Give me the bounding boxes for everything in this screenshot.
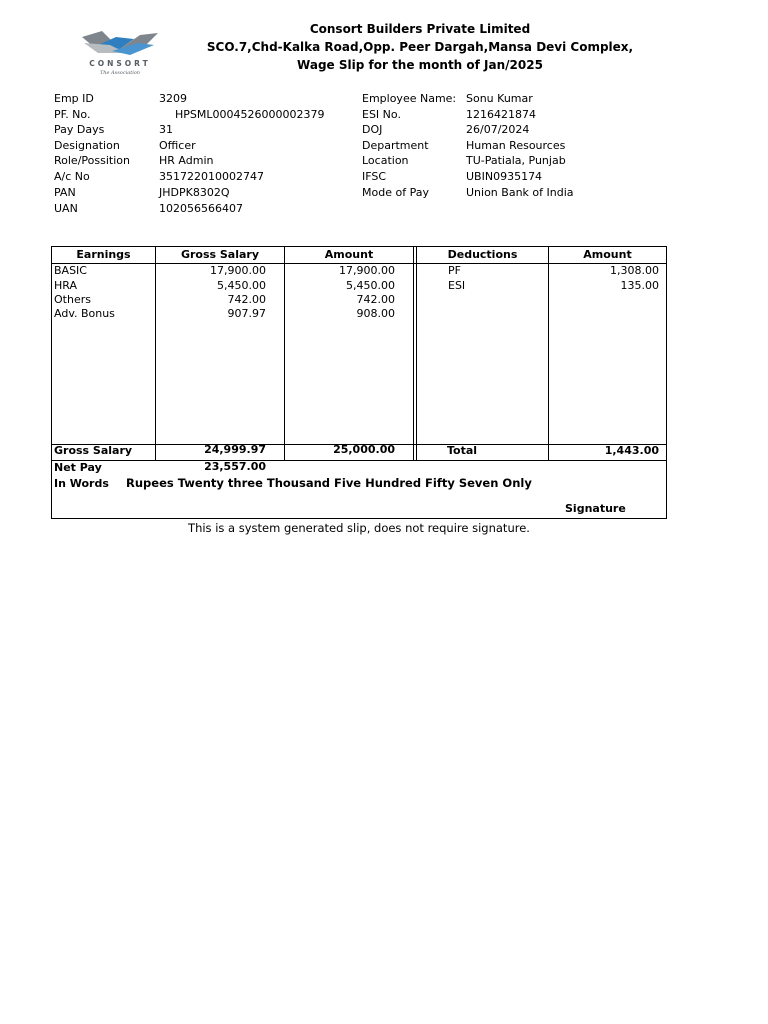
role-label: Role/Possition	[54, 154, 130, 167]
earning-amount: 908.00	[356, 307, 395, 320]
employee-name-label: Employee Name:	[362, 92, 457, 105]
earning-amount: 17,900.00	[339, 264, 395, 277]
earning-gross: 742.00	[227, 293, 266, 306]
designation-label: Designation	[54, 139, 120, 152]
deduction-amount: 135.00	[620, 279, 659, 292]
gross-salary-total: 24,999.97	[204, 443, 266, 456]
location-label: Location	[362, 154, 409, 167]
earning-name: Adv. Bonus	[54, 307, 115, 320]
esi-no-value: 1216421874	[466, 108, 536, 121]
emp-id-value: 3209	[159, 92, 187, 105]
pay-days-value: 31	[159, 123, 173, 136]
ifsc-label: IFSC	[362, 170, 387, 183]
department-label: Department	[362, 139, 429, 152]
department-value: Human Resources	[466, 139, 566, 152]
account-no-value: 351722010002747	[159, 170, 264, 183]
table-divider	[413, 246, 414, 461]
earnings-header: Earnings	[76, 248, 131, 261]
company-logo	[54, 25, 186, 77]
role-value: HR Admin	[159, 154, 214, 167]
in-words-label: In Words	[54, 477, 109, 490]
pf-no-label: PF. No.	[54, 108, 91, 121]
gross-salary-label: Gross Salary	[54, 444, 133, 457]
employee-name-value: Sonu Kumar	[466, 92, 533, 105]
earning-gross: 17,900.00	[210, 264, 266, 277]
account-no-label: A/c No	[54, 170, 90, 183]
gross-amount-total: 25,000.00	[333, 443, 395, 456]
total-label: Total	[447, 444, 478, 457]
company-name: Consort Builders Private Limited	[309, 22, 531, 36]
gross-salary-header: Gross Salary	[180, 248, 260, 261]
deduction-amount: 1,308.00	[610, 264, 659, 277]
deduction-amount-header: Amount	[583, 248, 632, 261]
table-divider	[416, 246, 417, 461]
pan-label: PAN	[54, 186, 76, 199]
net-pay-label: Net Pay	[54, 461, 102, 474]
pf-no-value: HPSML0004526000002379	[175, 108, 325, 121]
earning-name: BASIC	[54, 264, 87, 277]
deductions-header: Deductions	[447, 248, 518, 261]
deduction-name: ESI	[448, 279, 466, 292]
ifsc-value: UBIN0935174	[466, 170, 543, 183]
mode-of-pay-label: Mode of Pay	[362, 186, 429, 199]
earning-gross: 907.97	[227, 307, 266, 320]
pay-days-label: Pay Days	[54, 123, 105, 136]
earning-name: HRA	[54, 279, 77, 292]
emp-id-label: Emp ID	[54, 92, 94, 105]
company-address: SCO.7,Chd-Kalka Road,Opp. Peer Dargah,Mansa Devi Complex,	[206, 40, 634, 54]
doj-label: DOJ	[362, 123, 383, 136]
earning-amount: 742.00	[356, 293, 395, 306]
esi-no-label: ESI No.	[362, 108, 401, 121]
designation-value: Officer	[159, 139, 196, 152]
deduction-name: PF	[448, 264, 461, 277]
in-words-value: Rupees Twenty three Thousand Five Hundred Fifty Seven Only	[126, 476, 532, 490]
uan-value: 102056566407	[159, 202, 243, 215]
pan-value: JHDPK8302Q	[159, 186, 230, 199]
signature-label: Signature	[565, 502, 626, 515]
earning-name: Others	[54, 293, 91, 306]
system-generated-note: This is a system generated slip, does not require signature.	[188, 521, 530, 535]
logo-brand-text: CONSORT	[89, 59, 151, 68]
net-pay-value: 23,557.00	[204, 460, 266, 473]
uan-label: UAN	[54, 202, 78, 215]
mode-of-pay-value: Union Bank of India	[466, 186, 574, 199]
total-deductions: 1,443.00	[604, 444, 659, 457]
amount-header: Amount	[324, 248, 374, 261]
slip-title: Wage Slip for the month of Jan/2025	[297, 58, 543, 72]
table-divider	[51, 460, 667, 461]
logo-tagline-text: The Association	[99, 70, 141, 76]
earning-amount: 5,450.00	[346, 279, 395, 292]
doj-value: 26/07/2024	[466, 123, 530, 136]
earning-gross: 5,450.00	[217, 279, 266, 292]
location-value: TU-Patiala, Punjab	[466, 154, 566, 167]
